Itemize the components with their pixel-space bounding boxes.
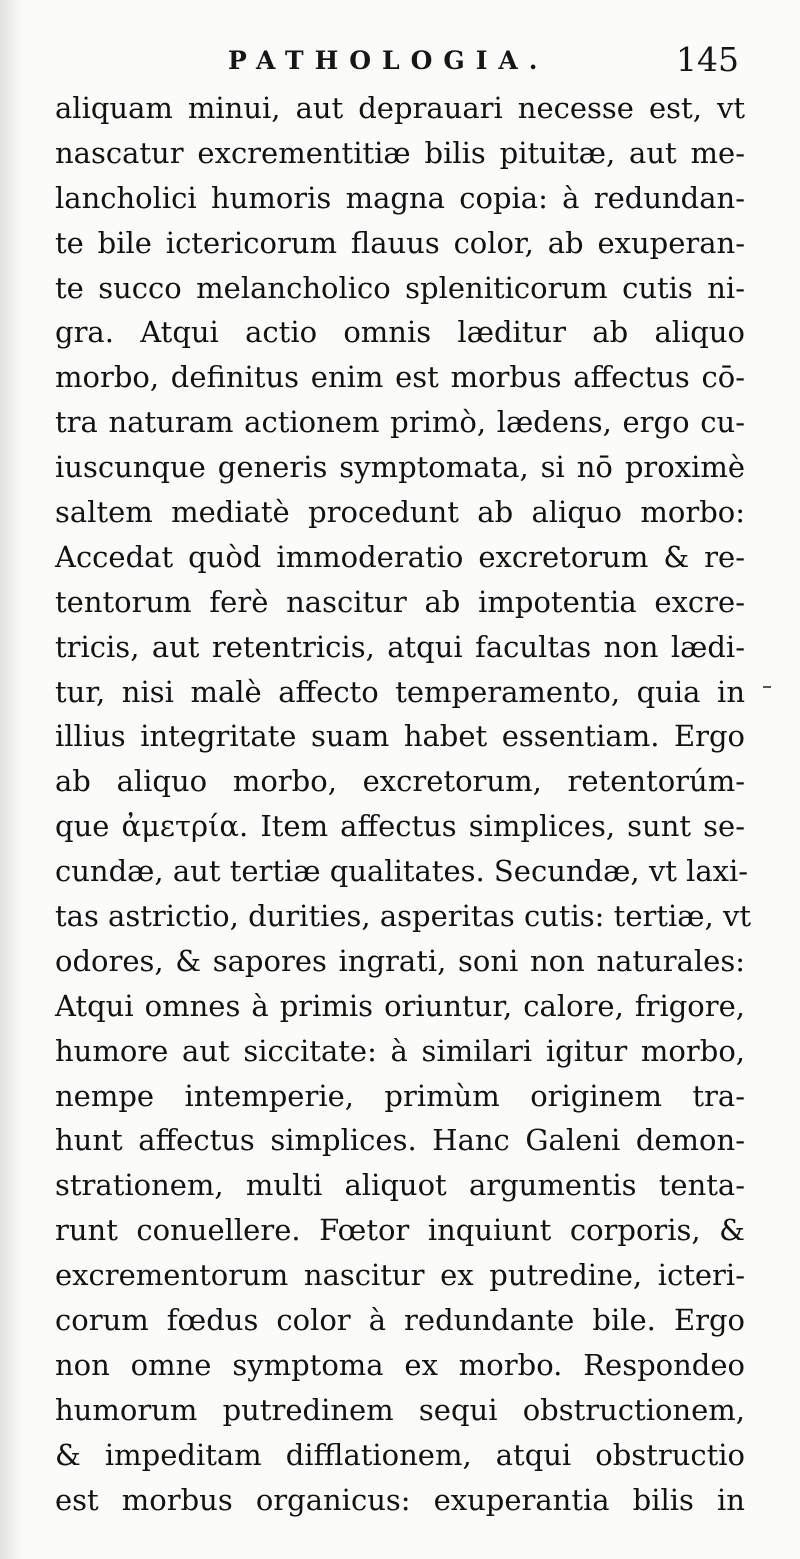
text-line: ab aliquo morbo, excretorum, retentorúm- [55, 764, 745, 799]
text-line: nempe intemperie, primùm originem tra- [55, 1078, 745, 1113]
text-line: cundæ, aut tertiæ qualitates. Secundæ, vt laxi- [55, 854, 749, 889]
text-line: non omne symptoma ex morbo. Respondeo [55, 1347, 745, 1382]
text-line: Atqui omnes à primis oriuntur, calore, frigore, [55, 988, 745, 1023]
text-line: tentorum ferè nascitur ab impotentia excre- [55, 584, 745, 619]
text-line: nascatur excrementitiæ bilis pituitæ, aut me- [55, 135, 745, 170]
text-line: gra. Atqui actio omnis læditur ab aliquo [55, 315, 745, 350]
text-line: tas astrictio, durities, asperitas cutis: tertiæ, vt [55, 899, 751, 934]
text-line: corum fœdus color à redundante bile. Ergo [55, 1303, 745, 1338]
running-title: PATHOLOGIA. [228, 46, 549, 75]
text-line: tra naturam actionem primò, lædens, ergo cu- [55, 405, 745, 440]
text-line: runt conuellere. Fœtor inquiunt corporis, & [55, 1213, 745, 1248]
text-line: hunt affectus simplices. Hanc Galeni demon- [55, 1123, 745, 1158]
text-line: est morbus organicus: exuperantia bilis in [55, 1482, 745, 1517]
text-line: excrementorum nascitur ex putredine, icteri- [55, 1258, 745, 1293]
page-number: 145 [676, 40, 739, 79]
page-gutter-shadow [0, 0, 22, 1559]
running-head [0, 40, 800, 86]
text-line: iuscunque generis symptomata, si nō proximè [55, 450, 745, 485]
text-line: morbo, definitus enim est morbus affectus cō- [55, 360, 745, 395]
text-line: aliquam minui, aut deprauari necesse est, vt [55, 91, 745, 125]
margin-mark [763, 686, 771, 688]
text-line: illius integritate suam habet essentiam. Ergo [55, 719, 745, 754]
text-line: humorum putredinem sequi obstructionem, [55, 1392, 745, 1427]
text-line: tur, nisi malè affecto temperamento, quia in [55, 674, 745, 709]
text-line: Accedat quòd immoderatio excretorum & re- [55, 539, 745, 574]
body-text [55, 86, 751, 1523]
text-line: humore aut siccitate: à similari igitur morbo, [55, 1033, 745, 1068]
text-line: lancholici humoris magna copia: à redundan- [55, 180, 745, 215]
text-line: & impeditam difflationem, atqui obstructio [55, 1437, 745, 1472]
text-line: te bile ictericorum flauus color, ab exuperan- [55, 225, 745, 260]
text-line: tricis, aut retentricis, atqui facultas non lædi- [55, 629, 745, 664]
text-line: odores, & sapores ingrati, soni non naturales: [55, 943, 745, 978]
text-line: strationem, multi aliquot argumentis tenta- [55, 1168, 745, 1203]
text-line: que ἀμετρία. Item affectus simplices, sunt se- [55, 809, 745, 844]
text-line: saltem mediatè procedunt ab aliquo morbo: [55, 495, 745, 530]
text-line: te succo melancholico spleniticorum cutis ni- [55, 270, 745, 305]
